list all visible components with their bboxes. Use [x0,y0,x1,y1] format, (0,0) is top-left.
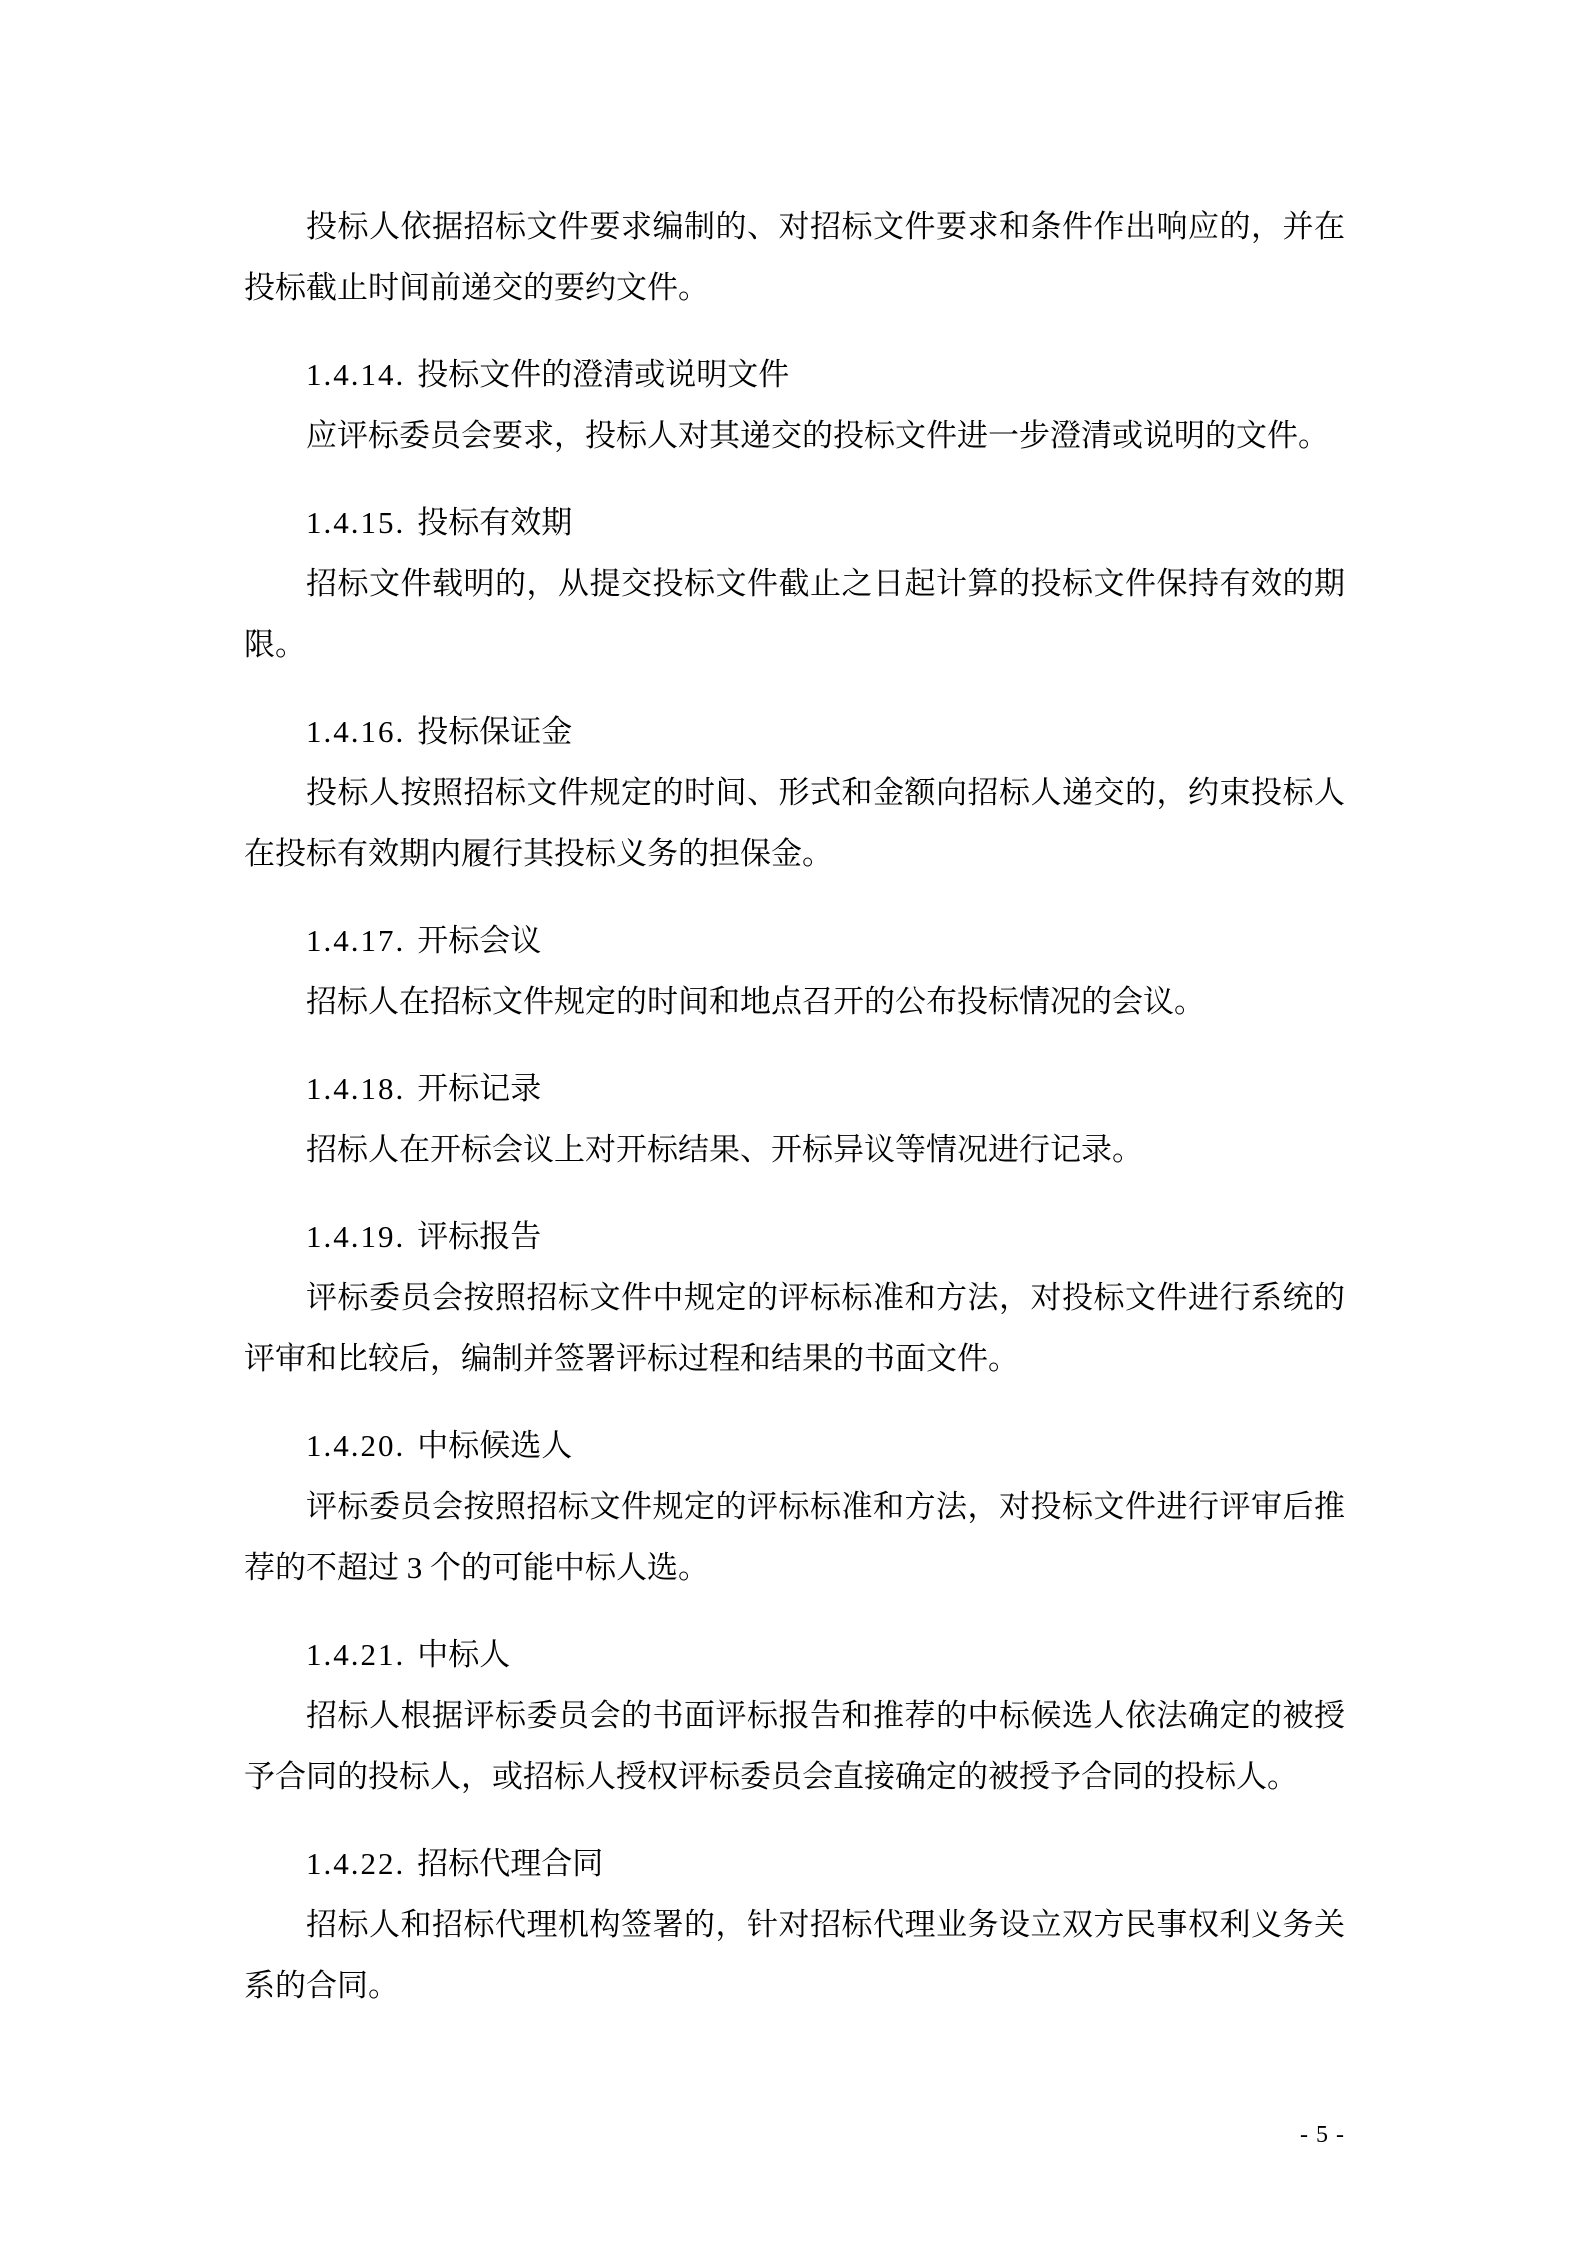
section-heading-1-4-15 [244,492,1345,553]
section-heading-1-4-17 [244,910,1345,971]
intro-paragraph: 投标人依据招标文件要求编制的、对招标文件要求和条件作出响应的，并在投标截止时间前递交的要约文件。 [244,209,1345,305]
section-heading-1-4-20 [244,1415,1345,1476]
section-body: 评标委员会按照招标文件规定的评标标准和方法，对投标文件进行评审后推荐的不超过 3 个的可能中标人选。 [244,1489,1345,1585]
section-number: 1.4.17. [306,923,406,958]
section-number: 1.4.20. [306,1428,406,1463]
section-title: 中标候选人 [417,1428,573,1463]
section-body: 投标人按照招标文件规定的时间、形式和金额向招标人递交的，约束投标人在投标有效期内履行其投标义务的担保金。 [244,775,1345,871]
section-heading-1-4-16 [244,701,1345,762]
section-title: 招标代理合同 [417,1846,604,1881]
section-number: 1.4.16. [306,714,406,749]
section-heading-1-4-18 [244,1058,1345,1119]
section-body: 招标人根据评标委员会的书面评标报告和推荐的中标候选人依法确定的被授予合同的投标人，或招标人授权评标委员会直接确定的被授予合同的投标人。 [244,1698,1345,1794]
section-title: 投标文件的澄清或说明文件 [417,357,790,392]
section-number: 1.4.22. [306,1846,406,1881]
section-number: 1.4.21. [306,1637,406,1672]
section-number: 1.4.19. [306,1219,406,1254]
section-title: 开标会议 [417,923,542,958]
section-heading-1-4-19 [244,1206,1345,1267]
section-title: 中标人 [417,1637,511,1672]
section-number: 1.4.18. [306,1071,406,1106]
section-heading-1-4-21 [244,1624,1345,1685]
section-number: 1.4.14. [306,357,406,392]
section-title: 评标报告 [417,1219,542,1254]
section-body: 招标人在招标文件规定的时间和地点召开的公布投标情况的会议。 [306,984,1205,1019]
section-title: 开标记录 [417,1071,542,1106]
page-number: - 5 - [1300,2122,1345,2148]
section-body: 招标人在开标会议上对开标结果、开标异议等情况进行记录。 [306,1132,1143,1167]
section-body: 评标委员会按照招标文件中规定的评标标准和方法，对投标文件进行系统的评审和比较后，编制并签署评标过程和结果的书面文件。 [244,1280,1345,1376]
section-title: 投标有效期 [417,505,573,540]
section-body: 招标人和招标代理机构签署的，针对招标代理业务设立双方民事权利义务关系的合同。 [244,1907,1345,2003]
section-title: 投标保证金 [417,714,573,749]
section-body: 招标文件载明的，从提交投标文件截止之日起计算的投标文件保持有效的期限。 [244,566,1345,662]
section-number: 1.4.15. [306,505,406,540]
document-content [244,196,1345,2016]
section-heading-1-4-22 [244,1833,1345,1894]
section-body: 应评标委员会要求，投标人对其递交的投标文件进一步澄清或说明的文件。 [306,418,1329,453]
section-heading-1-4-14 [244,344,1345,405]
